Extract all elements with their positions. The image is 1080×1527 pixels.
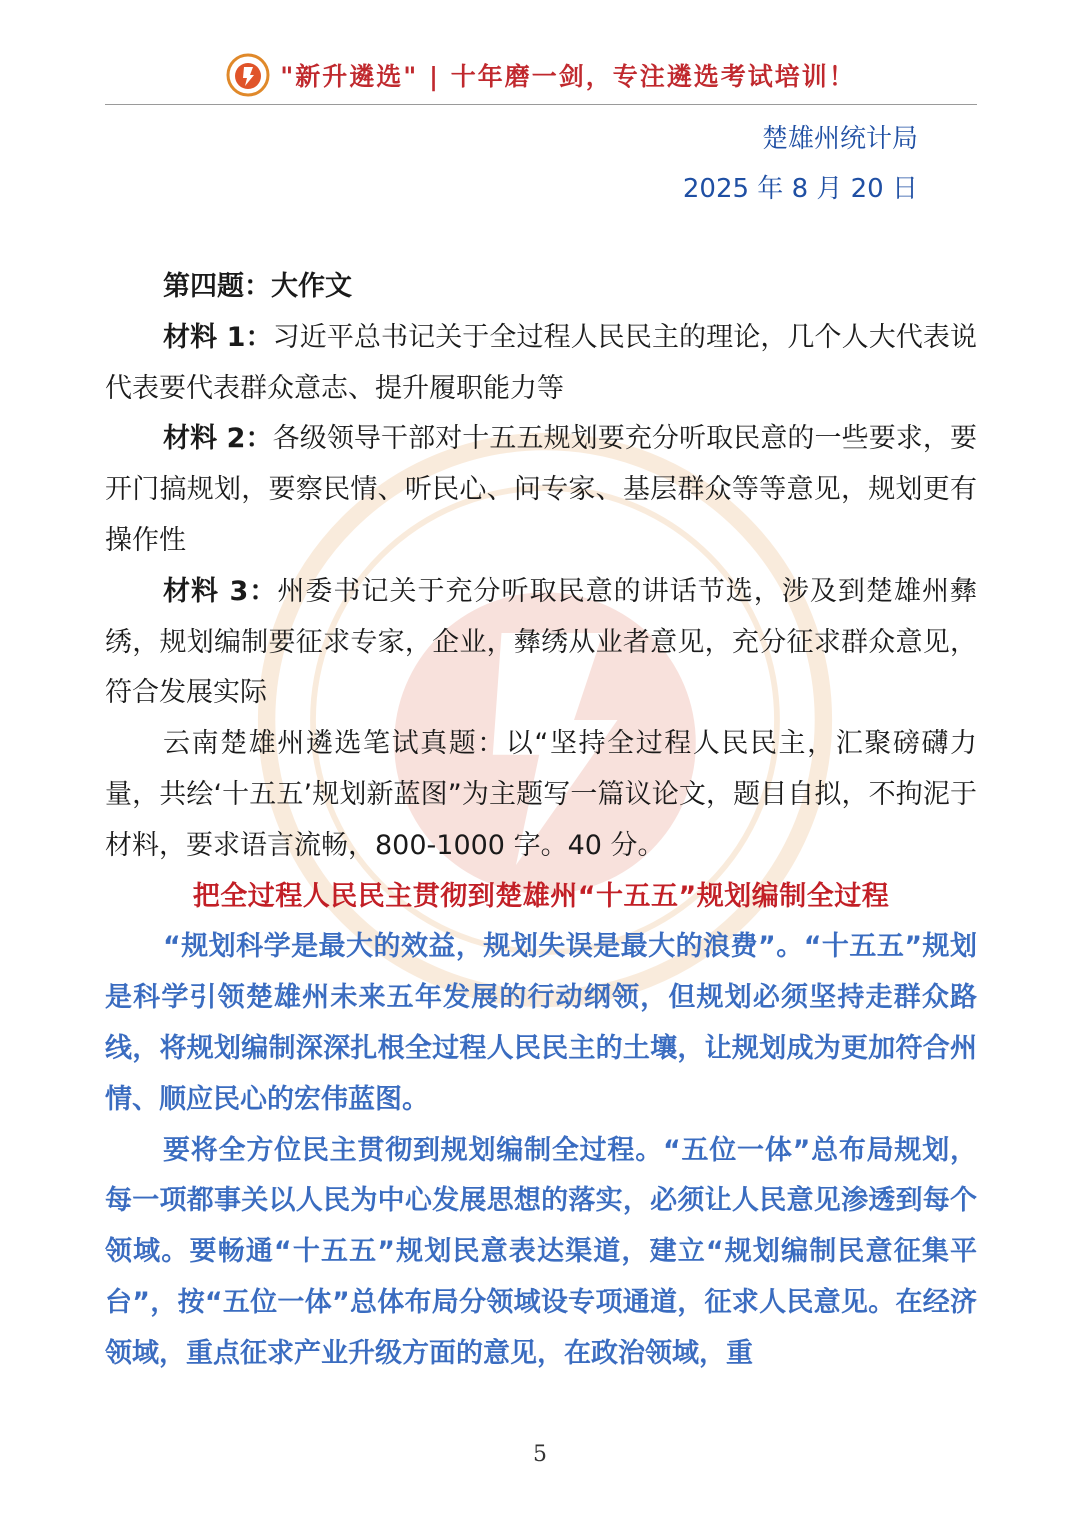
material-2 bbox=[105, 414, 977, 566]
material-3 bbox=[105, 567, 977, 719]
material-3-text: 州委书记关于充分听取民意的讲话节选，涉及到楚雄州彝绣，规划编制要征求专家，企业，彝绣从业者意见，充分征求群众意见，符合发展实际 bbox=[105, 575, 977, 709]
signature-date: 2025 年 8 月 20 日 bbox=[682, 174, 918, 204]
essay-paragraph-2: 要将全方位民主贯彻到规划编制全过程。“五位一体”总布局规划，每一项都事关以人民为中心发展思想的落实，必须让人民意见渗透到每个领域。要畅通“十五五”规划民意表达渠道，建立“规划编制民意征集平台”，按“五位一体”总体布局分领域设专项通道，征求人民意见。在经济领域，重点征求产业升级方面的意见，在政治领域，重 bbox=[105, 1134, 977, 1369]
material-2-text: 各级领导干部对十五五规划要充分听取民意的一些要求，要开门搞规划，要察民情、听民心、问专家、基层群众等等意见，规划更有操作性 bbox=[105, 423, 977, 556]
material-1-label: 材料 1： bbox=[163, 321, 273, 353]
material-2-label: 材料 2： bbox=[163, 423, 273, 455]
essay-title: 把全过程人民民主贯彻到楚雄州“十五五”规划编制全过程 bbox=[192, 880, 890, 912]
material-1 bbox=[105, 313, 977, 415]
page-number: 5 bbox=[533, 1442, 547, 1467]
question-prompt: 云南楚雄州遴选笔试真题：以“坚持全过程人民民主，汇聚磅礴力量，共绘‘十五五’规划新蓝图”为主题写一篇议论文，题目自拟，不拘泥于材料，要求语言流畅，800-1000 字。40 分。 bbox=[105, 728, 977, 861]
question-heading: 第四题：大作文 bbox=[163, 271, 352, 302]
brand-logo-icon bbox=[226, 53, 270, 97]
document-body bbox=[105, 262, 977, 1380]
page-header bbox=[105, 52, 977, 105]
material-3-label: 材料 3： bbox=[163, 575, 278, 607]
material-1-text: 习近平总书记关于全过程人民民主的理论，几个人大代表说代表要代表群众意志、提升履职能力等 bbox=[105, 321, 977, 404]
essay-paragraph-1: “规划科学是最大的效益，规划失误是最大的浪费”。“十五五”规划是科学引领楚雄州未来五年发展的行动纲领，但规划必须坚持走群众路线，将规划编制深深扎根全过程人民民主的土壤，让规划成为更加符合州情、顺应民心的宏伟蓝图。 bbox=[105, 931, 977, 1115]
header-slogan: "新升遴选" | 十年磨一剑，专注遴选考试培训！ bbox=[280, 62, 856, 91]
signature-organization: 楚雄州统计局 bbox=[761, 124, 918, 154]
